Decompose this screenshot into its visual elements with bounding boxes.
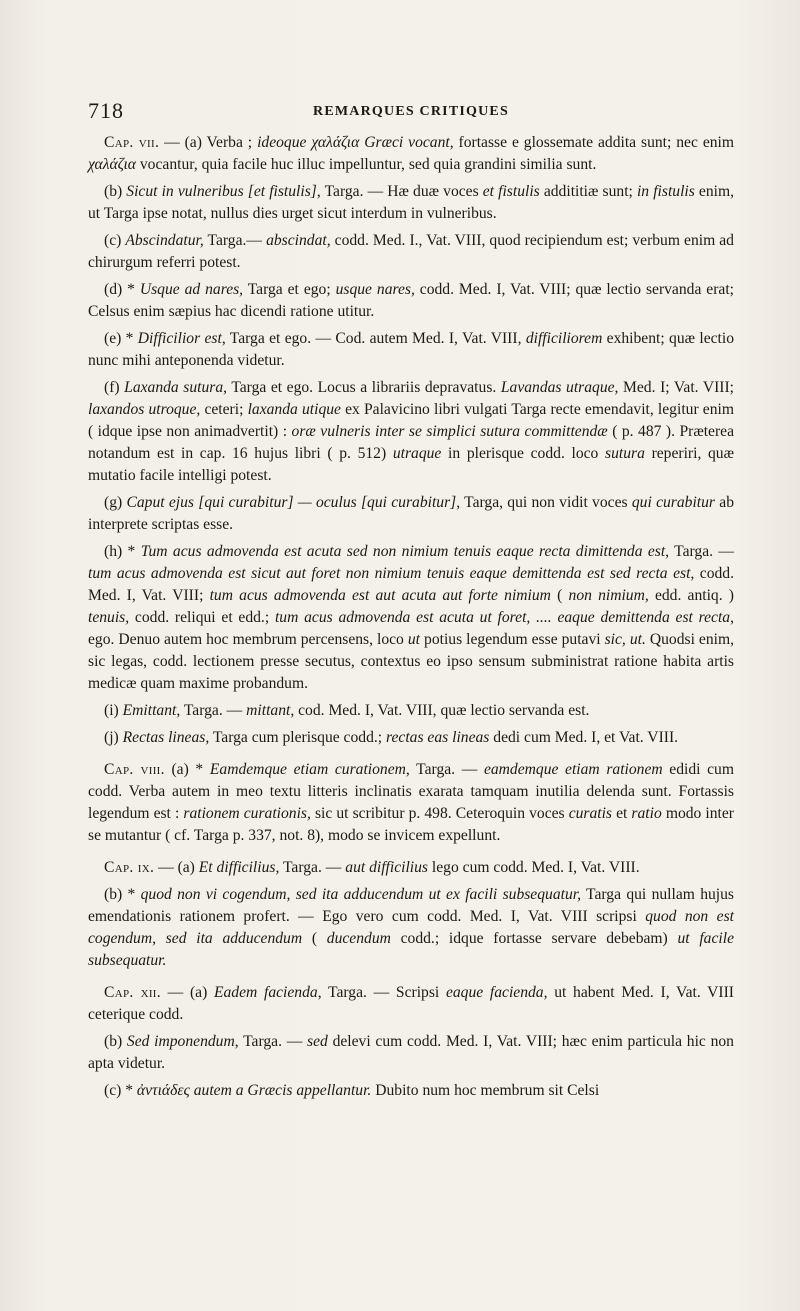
italic-text: laxandos utroque, [88, 401, 201, 418]
text-run: Targa.— [203, 232, 267, 249]
text-run: ceteri; [200, 401, 248, 418]
text-run: dedi cum Med. I, et Vat. VIII. [489, 729, 679, 746]
text-run: codd.; idque fortasse servare debebam) [390, 930, 678, 947]
text-run: delevi cum codd. Med. I, Vat. VIII; hæc enim particula hic non apta videtur. [88, 1033, 734, 1072]
italic-text: rationem curationis, [183, 805, 311, 822]
text-run: Targa et ego; [243, 281, 336, 298]
italic-text: ἀντιάδες autem a Græcis appellantur. [136, 1082, 372, 1099]
italic-text: tum acus admovenda est acuta ut foret, .... eaque demittenda est recta [274, 609, 731, 626]
text-run: potius legendum esse putavi [420, 631, 605, 648]
text-run: codd. Med. I, Vat. VIII; [88, 565, 734, 604]
text-run: ex Palavicino libri vulgati Targa recte emendavit, legitur enim ( idque ipse non animadvertit) : [88, 401, 734, 440]
text-run: , Targa et ego. — Cod. autem Med. I, Vat. VIII, [221, 330, 526, 347]
text-run: (b) [104, 183, 127, 200]
text-run: ut habent Med. I, Vat. VIII ceterique codd. [88, 984, 734, 1023]
italic-text: curatis [568, 805, 613, 822]
text-run: Targa. — [180, 702, 247, 719]
text-run: (d) * [104, 281, 140, 298]
text-run: Targa qui nullam hujus emendationis rationem profert. — Ego vero cum codd. Med. I, Vat. VIII scripsi [88, 886, 735, 925]
text-run: edd. antiq. ) [648, 587, 734, 604]
text-run: Targa cum plerisque codd.; [209, 729, 386, 746]
italic-text: ratio [631, 805, 662, 822]
text-run: (i) [104, 702, 123, 719]
chapter-label: Cap. xii. [104, 984, 161, 1001]
text-run: vocantur, quia facile huc illuc impelluntur, sed quia grandini similia sunt. [135, 156, 597, 173]
text-run: (b) [104, 1033, 127, 1050]
text-run: (c) [104, 232, 126, 249]
italic-text: sutura [605, 445, 645, 462]
italic-text: Sed imponendum [126, 1033, 235, 1050]
note-paragraph [88, 377, 734, 487]
note-paragraph [88, 328, 734, 372]
text-run: sic ut scribitur p. 498. Ceteroquin voces [310, 805, 569, 822]
italic-text: oræ vulneris inter se simplici sutura committendæ [291, 423, 608, 440]
text-run: cod. Med. I, Vat. VIII, quæ lectio servanda est. [294, 702, 590, 719]
text-run: et [612, 805, 632, 822]
chapter-label: Cap. viii. [104, 761, 165, 778]
text-run: , Targa, qui non vidit voces [456, 494, 632, 511]
text-run: exhibent; quæ lectio nunc mihi anteponenda videtur. [88, 330, 734, 369]
text-run: (h) * [104, 543, 141, 560]
text-run: (f) [104, 379, 125, 396]
text-run: — (a) [154, 859, 199, 876]
italic-text: quod non vi cogendum, sed ita adducendum ut ex facili subsequatur, [140, 886, 581, 903]
text-run: , Targa. — [234, 1033, 308, 1050]
note-paragraph [88, 132, 734, 176]
italic-text: difficiliorem [525, 330, 603, 347]
note-paragraph [88, 181, 734, 225]
text-run: , ego. Denuo autem hoc membrum percensens, loco [88, 609, 734, 648]
text-run: (j) [104, 729, 123, 746]
italic-text: Abscindatur, [125, 232, 204, 249]
italic-text: sic, ut. [604, 631, 646, 648]
text-run: ( p. 487 ). Præterea notandum est in cap. 16 hujus libri ( p. 512) [88, 423, 735, 462]
text-run: ( [550, 587, 569, 604]
page-number: 718 [88, 98, 124, 123]
italic-text: Laxanda sutura [124, 379, 224, 396]
italic-text: rectas eas lineas [386, 729, 490, 746]
italic-text: Rectas lineas, [122, 729, 210, 746]
italic-text: Lavandas utraque, [500, 379, 619, 396]
italic-text: quod non est cogendum, sed ita adducendum [88, 908, 734, 947]
italic-text: ut [407, 631, 421, 648]
text-run: , Targa. — Scripsi [317, 984, 446, 1001]
text-run: codd. Med. I., Vat. VIII, quod recipiendum est; verbum enim ad chirurgum referri potest. [88, 232, 734, 271]
text-run: Targa. — [669, 543, 734, 560]
text-run: lego cum codd. Med. I, Vat. VIII. [428, 859, 640, 876]
italic-text: Et difficilius, [198, 859, 280, 876]
text-run: codd. Med. I, Vat. VIII; quæ lectio servanda erat; Celsus enim sæpius hac dicendi ratione utitur. [88, 281, 734, 320]
italic-text: Tum acus admovenda est acuta sed non nimium tenuis eaque recta dimittenda est, [140, 543, 670, 560]
note-paragraph [88, 700, 734, 722]
note-paragraph [88, 279, 734, 323]
text-run: Med. I; Vat. VIII; [618, 379, 734, 396]
italic-text: aut difficilius [345, 859, 429, 876]
text-run: Dubito num hoc membrum sit Celsi [371, 1082, 600, 1099]
italic-text: usque nares, [335, 281, 415, 298]
critical-notes-body [88, 132, 734, 1102]
italic-text: sed [307, 1033, 328, 1050]
text-run: enim, ut Targa ipse notat, nullus dies urget sicut interdum in vulneribus. [88, 183, 734, 222]
note-paragraph [88, 1031, 734, 1075]
text-run: , Targa et ego. Locus a librariis depravatus. [223, 379, 501, 396]
running-title: REMARQUES CRITIQUES [313, 104, 509, 119]
italic-text: abscindat, [266, 232, 331, 249]
note-paragraph [88, 492, 734, 536]
text-run: , Targa. — Hæ duæ voces [316, 183, 483, 200]
text-run: — (a) [160, 984, 214, 1001]
text-run: ( [302, 930, 327, 947]
italic-text: et fistulis [482, 183, 540, 200]
text-run: (a) * [164, 761, 210, 778]
italic-text: eamdemque etiam rationem [483, 761, 663, 778]
text-run: ab interprete scriptas esse. [88, 494, 734, 533]
italic-text: eaque facienda, [445, 984, 548, 1001]
italic-text: χαλάζια [88, 156, 136, 173]
text-run: Targa. — [279, 859, 346, 876]
italic-text: tum acus admovenda est sicut aut foret non nimium tenuis eaque demittenda est sed recta est, [88, 565, 695, 582]
running-head [88, 98, 734, 126]
italic-text: in fistulis [636, 183, 695, 200]
italic-text: Emittant, [122, 702, 181, 719]
text-run: — (a) Verba ; [159, 134, 258, 151]
text-run: (g) [104, 494, 127, 511]
chapter-label: Cap. ix. [104, 859, 155, 876]
italic-text: qui curabitur [631, 494, 715, 511]
text-run: addititiæ sunt; [539, 183, 637, 200]
italic-text: Eamdemque etiam curationem, [209, 761, 410, 778]
text-run: , fortasse e glossemate addita sunt; nec enim [449, 134, 734, 151]
italic-text: Difficilior est [137, 330, 222, 347]
italic-text: Usque ad nares, [139, 281, 244, 298]
italic-text: tenuis, [88, 609, 130, 626]
text-run: (c) * [104, 1082, 137, 1099]
italic-text: ideoque χαλάζια Græci vocant [257, 134, 450, 151]
note-paragraph [88, 884, 734, 972]
text-run: codd. reliqui et edd.; [129, 609, 275, 626]
text-run: edidi cum codd. Verba autem in meo textu litteris inclinatis exarata tamquam inutilia delenda sunt. Fortassis legendum est : [88, 761, 734, 822]
note-paragraph [88, 727, 734, 749]
chapter-label: Cap. vii. [104, 134, 160, 151]
text-run: (b) * [104, 886, 141, 903]
text-run: modo inter se mutantur ( cf. Targa p. 337, not. 8), modo se invicem expellunt. [88, 805, 734, 844]
italic-text: Caput ejus [qui curabitur] — oculus [qui curabitur] [126, 494, 457, 511]
italic-text: Sicut in vulneribus [et fistulis] [126, 183, 317, 200]
italic-text: non nimium, [568, 587, 649, 604]
italic-text: ducendum [326, 930, 391, 947]
text-run: (e) * [104, 330, 138, 347]
italic-text: laxanda utique [247, 401, 341, 418]
italic-text: mittant, [246, 702, 295, 719]
italic-text: ut facile subsequatur. [88, 930, 734, 969]
note-paragraph [88, 1080, 734, 1102]
italic-text: Eadem facienda [213, 984, 318, 1001]
text-run: in plerisque codd. loco [441, 445, 606, 462]
note-paragraph [88, 759, 734, 847]
note-paragraph [88, 230, 734, 274]
italic-text: utraque [392, 445, 442, 462]
text-run: Targa. — [409, 761, 484, 778]
italic-text: tum acus admovenda est aut acuta aut forte nimium [209, 587, 551, 604]
text-run: Quodsi enim, sic legas, codd. lectionem presse secutus, contextus eo ipso sensum subministrat ratione habita artis medicæ quam maxime probandum. [88, 631, 734, 692]
text-run: reperiri, quæ mutatio facile intelligi potest. [88, 445, 735, 484]
note-paragraph [88, 982, 734, 1026]
note-paragraph [88, 541, 734, 695]
note-paragraph [88, 857, 734, 879]
